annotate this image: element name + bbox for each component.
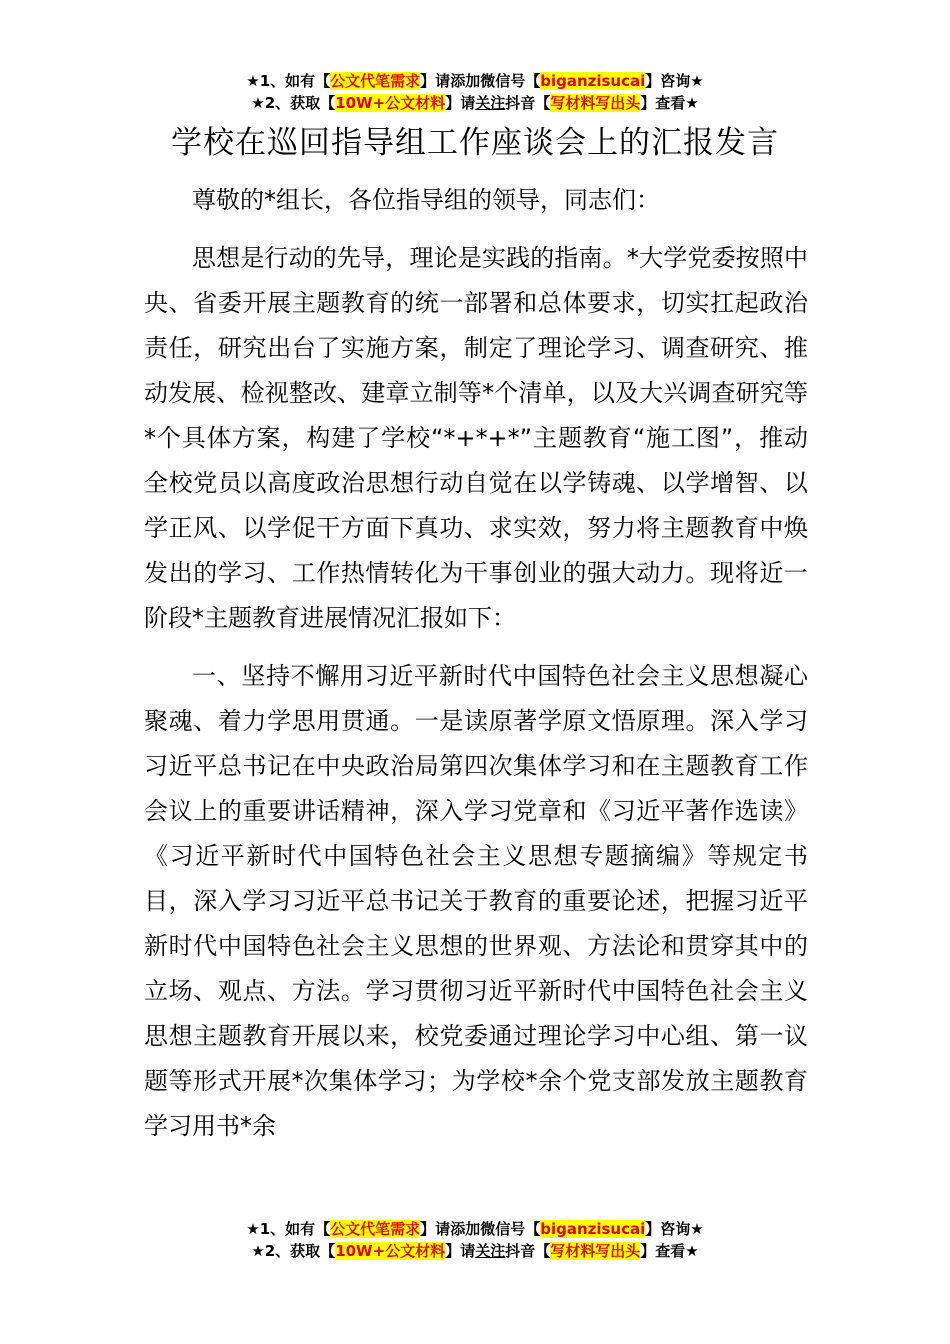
promo-douyin-id: 写材料写出头 bbox=[550, 94, 641, 112]
promo-wechat-id: biganzisucai bbox=[540, 1220, 646, 1238]
paragraph-intro: 思想是行动的先导，理论是实践的指南。*大学党委按照中央、省委开展主题教育的统一部署和总体要求，切实扛起政治责任，研究出台了实施方案，制定了理论学习、调查研究、推动发展、检视整改、建章立制等*个清单，以及大兴调查研究等*个具体方案，构建了学校“*+*+*”主题教育“施工图”，推动全校党员以高度政治思想行动自觉在以学铸魂、以学增智、以学正风、以学促干方面下真功、求实效，努力将主题教育中焕发出的学习、工作热情转化为干事创业的强大动力。现将近一阶段*主题教育进展情况汇报如下： bbox=[144, 244, 808, 632]
promo-highlight: 公文代笔需求 bbox=[330, 1220, 421, 1238]
promo-line-1 bbox=[0, 70, 950, 92]
promo-text: 】请 bbox=[420, 1220, 451, 1238]
promo-wechat-id: biganzisucai bbox=[540, 72, 646, 90]
promo-bold-word: 添加 bbox=[450, 72, 481, 90]
promo-text: 微信号【 bbox=[480, 72, 541, 90]
promo-bold-word: 关注 bbox=[475, 1242, 506, 1260]
promo-text: 抖音【 bbox=[505, 1242, 551, 1260]
document-body bbox=[144, 178, 808, 1149]
promo-text: 抖音【 bbox=[505, 94, 551, 112]
promo-line-2 bbox=[0, 92, 950, 114]
promo-line-2 bbox=[0, 1240, 950, 1262]
promo-douyin-id: 写材料写出头 bbox=[550, 1242, 641, 1260]
promo-bold-word: 关注 bbox=[475, 94, 506, 112]
promo-bold-word: 添加 bbox=[450, 1220, 481, 1238]
document-title: 学校在巡回指导组工作座谈会上的汇报发言 bbox=[171, 125, 779, 161]
promo-text: ★2、获取【 bbox=[251, 1242, 336, 1260]
paragraph-section-1: 一、坚持不懈用习近平新时代中国特色社会主义思想凝心聚魂、着力学思用贯通。一是读原著学原文悟原理。深入学习习近平总书记在中央政治局第四次集体学习和在主题教育工作会议上的重要讲话精神，深入学习党章和《习近平著作选读》《习近平新时代中国特色社会主义思想专题摘编》等规定书目，深入学习习近平总书记关于教育的重要论述，把握习近平新时代中国特色社会主义思想的世界观、方法论和贯穿其中的立场、观点、方法。学习贯彻习近平新时代中国特色社会主义思想主题教育开展以来，校党委通过理论学习中心组、第一议题等形式开展*次集体学习；为学校*余个党支部发放主题教育学习用书*余 bbox=[144, 662, 808, 1140]
promo-highlight: 公文代笔需求 bbox=[330, 72, 421, 90]
header-promo bbox=[0, 70, 950, 114]
promo-highlight: 10W+公文材料 bbox=[335, 94, 446, 112]
greeting: 尊敬的*组长，各位指导组的领导，同志们： bbox=[192, 186, 660, 214]
promo-text: ★1、如有【 bbox=[246, 72, 331, 90]
promo-text: 微信号【 bbox=[480, 1220, 541, 1238]
promo-text: 】请 bbox=[445, 94, 476, 112]
promo-highlight: 10W+公文材料 bbox=[335, 1242, 446, 1260]
promo-text: 】查看★ bbox=[640, 1242, 699, 1260]
promo-text: ★1、如有【 bbox=[246, 1220, 331, 1238]
promo-text: 】请 bbox=[445, 1242, 476, 1260]
promo-text: 】请 bbox=[420, 72, 451, 90]
promo-text: 】查看★ bbox=[640, 94, 699, 112]
promo-text: ★2、获取【 bbox=[251, 94, 336, 112]
promo-line-1 bbox=[0, 1218, 950, 1240]
footer-promo bbox=[0, 1218, 950, 1262]
promo-text: 】咨询★ bbox=[645, 72, 704, 90]
promo-text: 】咨询★ bbox=[645, 1220, 704, 1238]
